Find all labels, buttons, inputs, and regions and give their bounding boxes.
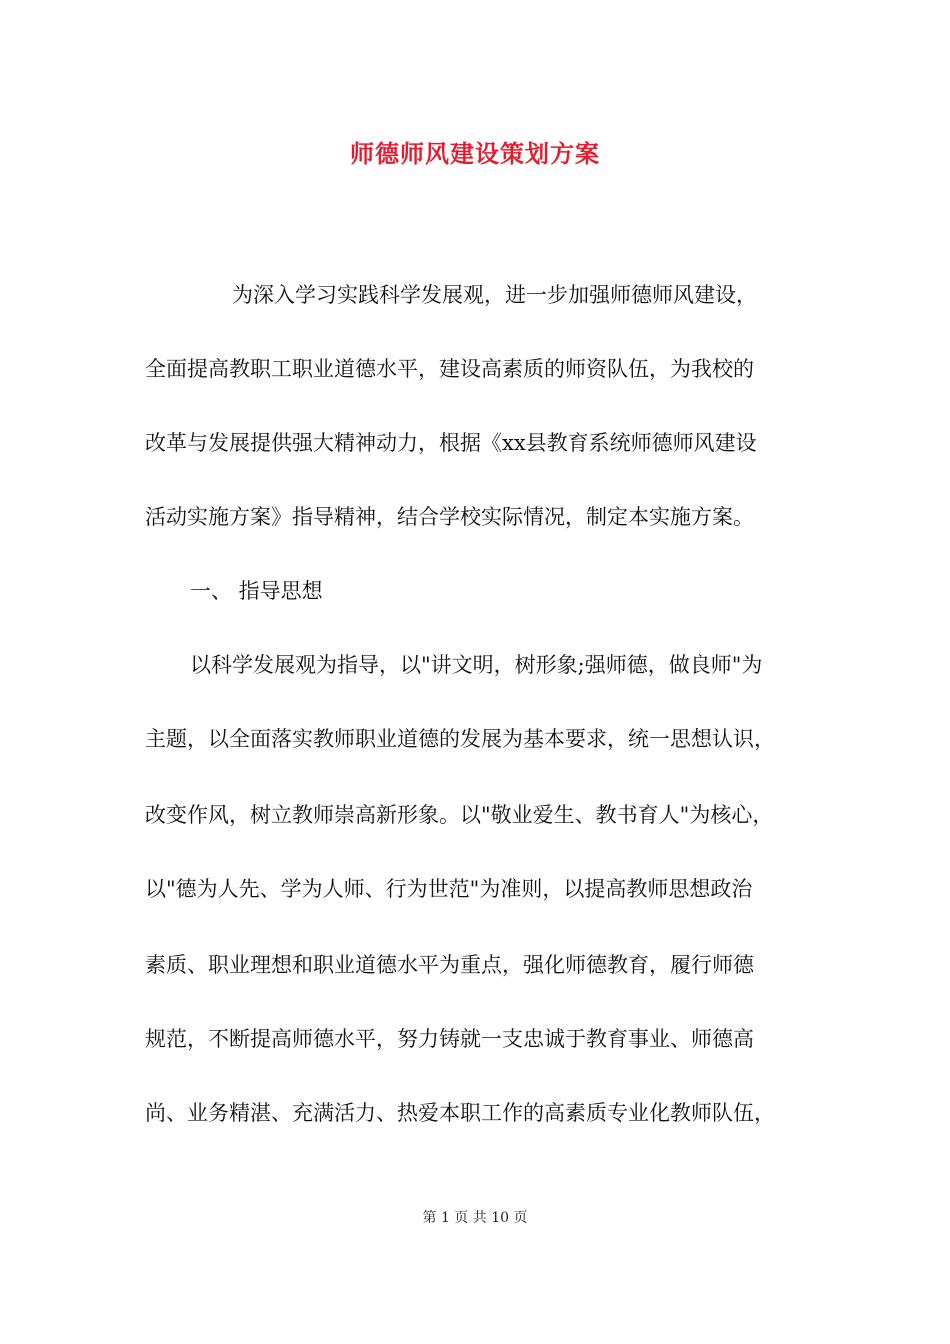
page-footer: 第 1 页 共 10 页 [422, 1210, 528, 1226]
section-heading: 一、 指导思想 [190, 579, 323, 603]
paragraph-line: 以"德为人先、学为人师、行为世范"为准则，以提高教师思想政治 [145, 877, 753, 901]
paragraph-line: 尚、业务精湛、充满活力、热爱本职工作的高素质专业化教师队伍， [145, 1101, 775, 1125]
paragraph-line: 主题，以全面落实教师职业道德的发展为基本要求，统一思想认识， [145, 727, 775, 751]
paragraph-line: 素质、职业理想和职业道德水平为重点，强化师德教育，履行师德 [145, 953, 754, 977]
paragraph-line: 规范，不断提高师德水平，努力铸就一支忠诚于教育事业、师德高 [145, 1027, 754, 1051]
paragraph-line: 活动实施方案》指导精神，结合学校实际情况，制定本实施方案。 [145, 505, 754, 529]
document-title: 师德师风建设策划方案 [350, 139, 600, 168]
paragraph-line: 为深入学习实践科学发展观，进一步加强师德师风建设， [232, 283, 757, 307]
paragraph-line: 以科学发展观为指导，以"讲文明，树形象;强师德，做良师"为 [190, 653, 763, 677]
paragraph-line: 全面提高教职工职业道德水平，建设高素质的师资队伍，为我校的 [145, 357, 754, 381]
paragraph-line: 改变作风，树立教师崇高新形象。以"敬业爱生、教书育人"为核心， [145, 803, 774, 827]
paragraph-line: 改革与发展提供强大精神动力，根据《xx县教育系统师德师风建设 [145, 431, 757, 455]
